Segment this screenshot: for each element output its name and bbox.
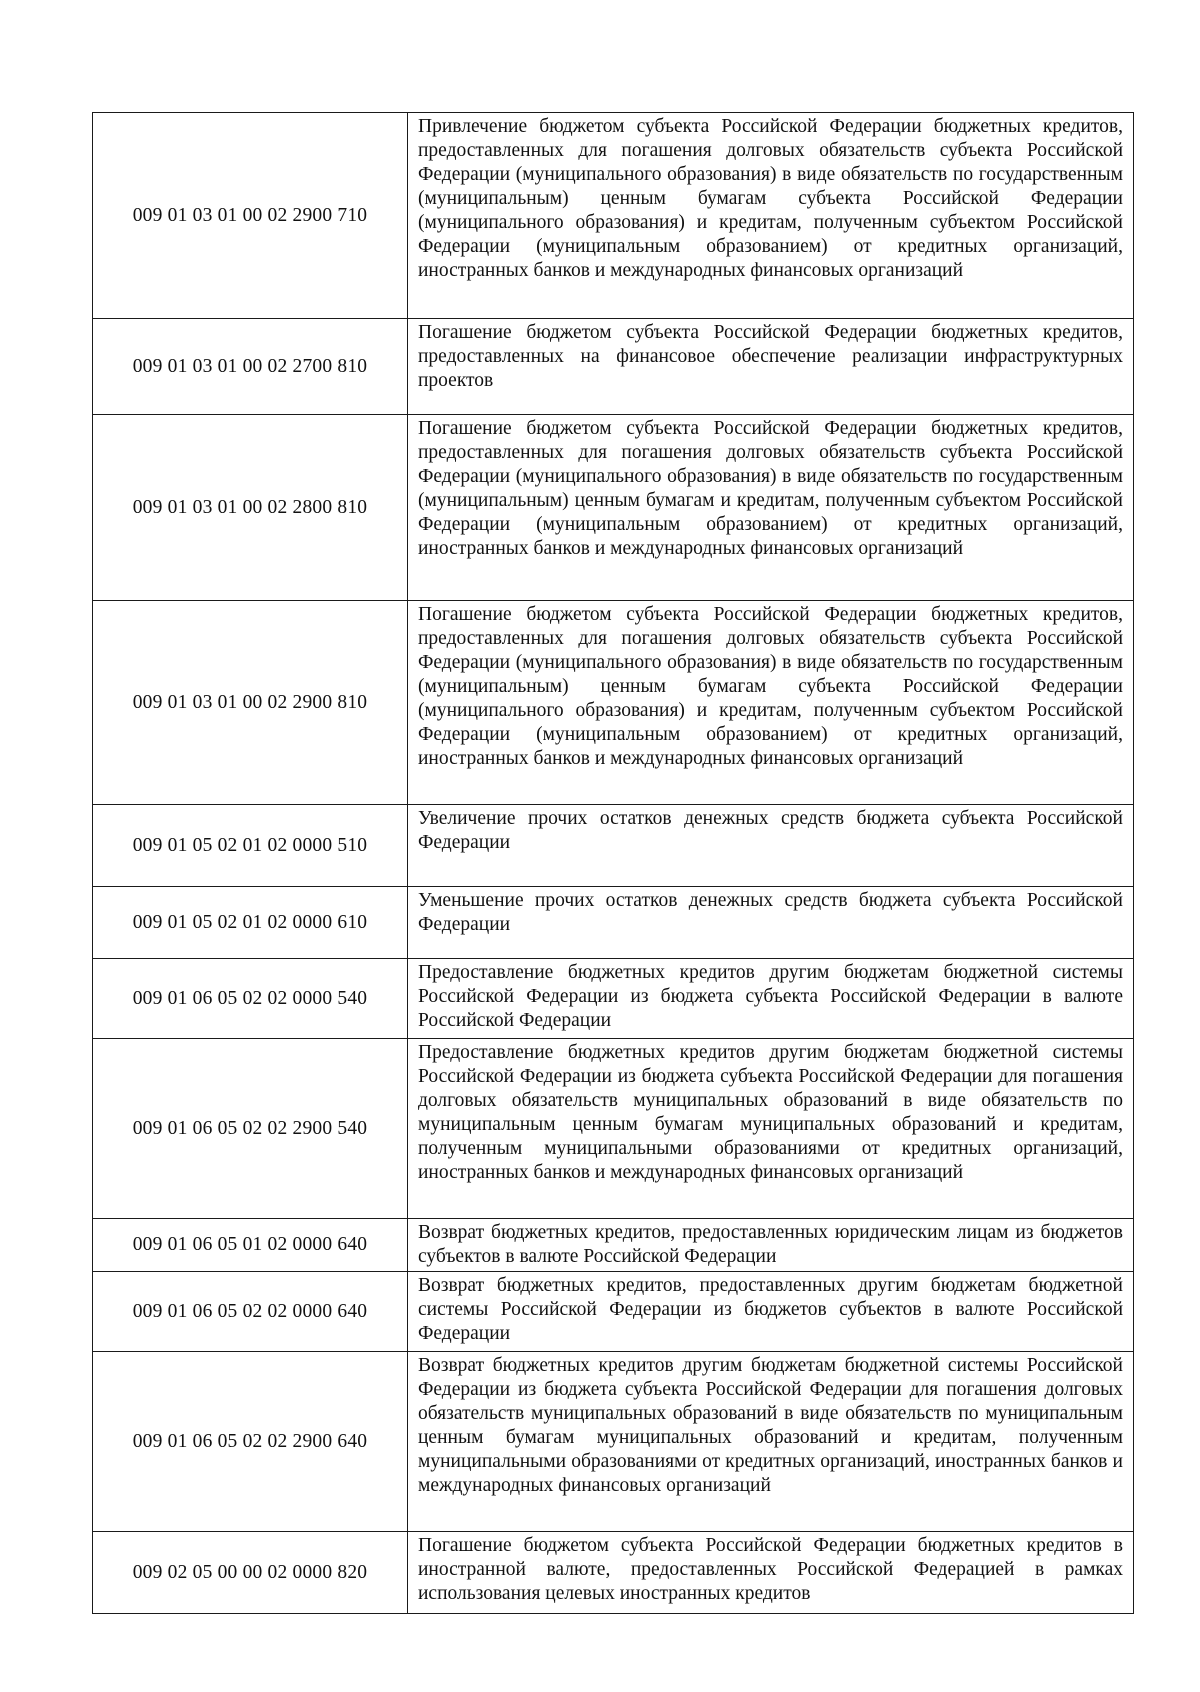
budget-code-cell: 009 01 06 05 02 02 2900 640 xyxy=(93,1352,408,1532)
description-cell: Уменьшение прочих остатков денежных средств бюджета субъекта Российской Федерации xyxy=(408,887,1134,959)
description-cell: Погашение бюджетом субъекта Российской Федерации бюджетных кредитов, предоставленных на финансовое обеспечение реализации инфраструктурных проектов xyxy=(408,319,1134,415)
description-cell: Возврат бюджетных кредитов, предоставленных другим бюджетам бюджетной системы Российской Федерации из бюджетов субъектов в валюте Российской Федерации xyxy=(408,1272,1134,1352)
table-row xyxy=(93,1219,1134,1272)
budget-code-cell: 009 01 06 05 02 02 0000 540 xyxy=(93,959,408,1039)
description-cell: Возврат бюджетных кредитов другим бюджетам бюджетной системы Российской Федерации из бюджета субъекта Российской Федерации для погашения долговых обязательств муниципальных образований в виде обязательств по муниципальным ценным бумагам муниципальных образований и кредитам, полученным муниципальными образованиями от кредитных организаций, иностранных банков и международных финансовых организаций xyxy=(408,1352,1134,1532)
description-cell: Погашение бюджетом субъекта Российской Федерации бюджетных кредитов в иностранной валюте, предоставленных Российской Федерацией в рамках использования целевых иностранных кредитов xyxy=(408,1532,1134,1614)
budget-code-cell: 009 01 03 01 00 02 2900 710 xyxy=(93,113,408,319)
table-row xyxy=(93,1272,1134,1352)
budget-code-cell: 009 01 03 01 00 02 2900 810 xyxy=(93,601,408,805)
description-cell: Возврат бюджетных кредитов, предоставленных юридическим лицам из бюджетов субъектов в валюте Российской Федерации xyxy=(408,1219,1134,1272)
table-row xyxy=(93,1532,1134,1614)
budget-codes-table xyxy=(92,112,1134,1614)
description-cell: Привлечение бюджетом субъекта Российской Федерации бюджетных кредитов, предоставленных для погашения долговых обязательств субъекта Российской Федерации (муниципального образования) в виде обязательств по государственным (муниципальным) ценным бумагам субъекта Российской Федерации (муниципального образования) и кредитам, полученным субъектом Российской Федерации (муниципальным образованием) от кредитных организаций, иностранных банков и международных финансовых организаций xyxy=(408,113,1134,319)
description-cell: Увеличение прочих остатков денежных средств бюджета субъекта Российской Федерации xyxy=(408,805,1134,887)
description-cell: Предоставление бюджетных кредитов другим бюджетам бюджетной системы Российской Федерации из бюджета субъекта Российской Федерации в валюте Российской Федерации xyxy=(408,959,1134,1039)
table-row xyxy=(93,113,1134,319)
budget-code-cell: 009 01 06 05 01 02 0000 640 xyxy=(93,1219,408,1272)
description-cell: Предоставление бюджетных кредитов другим бюджетам бюджетной системы Российской Федерации из бюджета субъекта Российской Федерации для погашения долговых обязательств муниципальных образований в виде обязательств по муниципальным ценным бумагам муниципальных образований и кредитам, полученным муниципальными образованиями от кредитных организаций, иностранных банков и международных финансовых организаций xyxy=(408,1039,1134,1219)
budget-code-cell: 009 02 05 00 00 02 0000 820 xyxy=(93,1532,408,1614)
budget-code-cell: 009 01 03 01 00 02 2700 810 xyxy=(93,319,408,415)
budget-code-cell: 009 01 05 02 01 02 0000 510 xyxy=(93,805,408,887)
table-row xyxy=(93,887,1134,959)
table-row xyxy=(93,601,1134,805)
table-row xyxy=(93,1352,1134,1532)
budget-code-cell: 009 01 06 05 02 02 0000 640 xyxy=(93,1272,408,1352)
table-row xyxy=(93,415,1134,601)
table-row xyxy=(93,319,1134,415)
description-cell: Погашение бюджетом субъекта Российской Федерации бюджетных кредитов, предоставленных для погашения долговых обязательств субъекта Российской Федерации (муниципального образования) в виде обязательств по государственным (муниципальным) ценным бумагам субъекта Российской Федерации (муниципального образования) и кредитам, полученным субъектом Российской Федерации (муниципальным образованием) от кредитных организаций, иностранных банков и международных финансовых организаций xyxy=(408,601,1134,805)
budget-code-cell: 009 01 05 02 01 02 0000 610 xyxy=(93,887,408,959)
budget-code-cell: 009 01 03 01 00 02 2800 810 xyxy=(93,415,408,601)
description-cell: Погашение бюджетом субъекта Российской Федерации бюджетных кредитов, предоставленных для погашения долговых обязательств субъекта Российской Федерации (муниципального образования) в виде обязательств по государственным (муниципальным) ценным бумагам и кредитам, полученным субъектом Российской Федерации (муниципальным образованием) от кредитных организаций, иностранных банков и международных финансовых организаций xyxy=(408,415,1134,601)
table-row xyxy=(93,959,1134,1039)
budget-code-cell: 009 01 06 05 02 02 2900 540 xyxy=(93,1039,408,1219)
table-row xyxy=(93,1039,1134,1219)
table-row xyxy=(93,805,1134,887)
